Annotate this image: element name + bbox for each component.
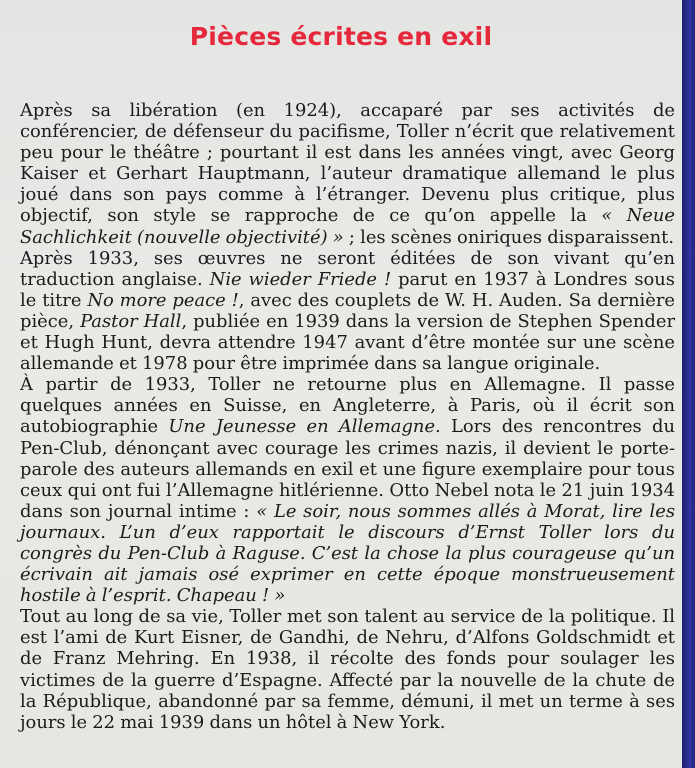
italic-title-pastor-hall: Pastor Hall — [80, 310, 182, 332]
text-segment: , publiée en 1939 dans la version de Stephen Spender et Hugh Hunt, devra attendre 1947 avant d’être montée sur une scène allemande et 1978 pour être imprimée dans sa langue originale. — [20, 310, 675, 375]
page-title: Pièces écrites en exil — [189, 22, 493, 51]
text-segment: , avec des couplets de W. H. Auden. Sa dernière pièce, — [20, 289, 675, 332]
paragraph-politics — [20, 606, 675, 733]
text-segment: À partir de 1933, Toller ne retourne plus en Allemagne. Il passe quelques années en Suisse, en Angleterre, à Paris, où il écrit son autobiographie — [20, 374, 675, 438]
italic-title-no-more-peace: No more peace ! — [87, 289, 239, 311]
paragraph-liberation — [20, 100, 675, 248]
body-text — [20, 100, 675, 733]
text-segment: parut en 1937 à Londres sous le titre — [20, 268, 675, 311]
italic-title-nie-wieder-friede: Nie wieder Friede ! — [209, 268, 392, 290]
italic-title-une-jeunesse: Une Jeunesse en Allemagne. — [168, 416, 441, 438]
italic-quote-neue-sachlichkeit: « Neue Sachlichkeit (nouvelle objectivité) » — [20, 205, 675, 248]
blue-edge-strip — [682, 0, 695, 768]
text-segment: Tout au long de sa vie, Toller met son talent au service de la politique. Il est l’ami de Kurt Eisner, de Gandhi, de Nehru, d’Alfons Goldschmidt et de Franz Mehring. En 1938, il récolte des fonds pour soulager les victimes de la guerre d’Espagne. Affecté par la nouvelle de la chute de la République, abandonné par sa femme, démuni, il met un terme à ses jours le 22 mai 1939 dans un hôtel à New York. — [20, 606, 675, 733]
text-segment: Lors des rencontres du Pen-Club, dénonçant avec courage les crimes nazis, il devient le porte-parole des auteurs allemands en exil et une figure exemplaire pour tous ceux qui ont fui l’Allemagne hitlérienne. Otto Nebel nota le 21 juin 1934 dans son journal intime : — [20, 416, 675, 522]
italic-quote-otto-nebel: « Le soir, nous sommes allés à Morat, lire les journaux. L’un d’eux rapportait le discours d’Ernst Toller lors du congrès du Pen-Club à Raguse. C’est la chose la plus courageuse qu’un écrivain ait jamais osé exprimer en cette époque monstrueusement hostile à l’esprit. Chapeau ! » — [20, 500, 675, 607]
text-segment: Après sa libération (en 1924), accaparé par ses activités de conférencier, de défenseur du pacifisme, Toller n’écrit que relativement peu pour le théâtre ; pourtant il est dans les années vingt, avec Georg Kaiser et Gerhart Hauptmann, l’auteur dramatique allemand le plus joué dans son pays comme à l’étranger. Devenu plus critique, plus objectif, son style se rapproche de ce qu’on appelle la — [20, 100, 675, 227]
paragraph-exile — [20, 374, 675, 606]
text-segment: ; les scènes oniriques disparaissent. — [343, 226, 675, 248]
text-segment: Après 1933, ses œuvres ne seront éditées de son vivant qu’en traduction anglaise. — [20, 247, 675, 290]
paragraph-after-1933 — [20, 248, 675, 375]
